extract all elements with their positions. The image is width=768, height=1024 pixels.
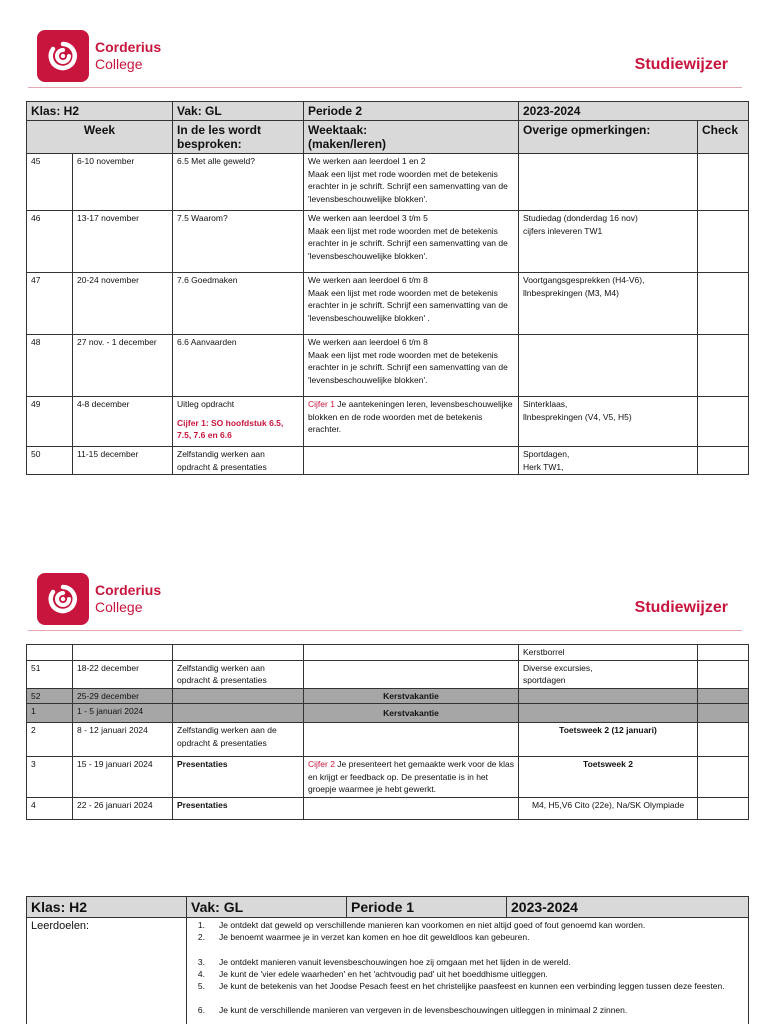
table-row (27, 273, 749, 335)
week-task (304, 447, 519, 475)
week-dates: 8 - 12 januari 2024 (73, 723, 173, 757)
check-cell[interactable] (698, 273, 749, 335)
table-row (27, 688, 749, 704)
week-number: 1 (27, 704, 73, 723)
holiday-label: Kerstvakantie (304, 704, 519, 723)
corderius-logo-icon (37, 30, 89, 82)
table-row (27, 645, 749, 661)
header-divider (28, 630, 742, 631)
week-dates: 27 nov. - 1 december (73, 335, 173, 397)
check-cell[interactable] (698, 645, 749, 661)
table-header-row (27, 102, 749, 121)
table-row (27, 757, 749, 798)
header-periode: Periode 2 (304, 102, 519, 121)
header-divider (28, 87, 742, 88)
lesson-topic: Zelfstandig werken aan de opdracht & presentaties (173, 723, 304, 757)
schedule-table-continued (26, 644, 749, 820)
page-header (0, 0, 768, 90)
lesson-topic: Presentaties (173, 797, 304, 819)
week-dates: 18-22 december (73, 660, 173, 688)
week-number: 49 (27, 397, 73, 447)
week-dates: 15 - 19 januari 2024 (73, 757, 173, 798)
week-task (304, 397, 519, 447)
list-item (179, 1004, 748, 1016)
goals-label: Leerdoelen: (27, 918, 187, 1024)
page-header (0, 543, 768, 633)
check-cell[interactable] (698, 154, 749, 211)
week-task (304, 797, 519, 819)
brand-name: Corderius (95, 39, 162, 55)
remarks: Studiedag (donderdag 16 nov) cijfers inleveren TW1 (519, 211, 698, 273)
header-periode: Periode 1 (347, 897, 507, 918)
grade-label: Cijfer 1 (308, 399, 335, 409)
page-2 (0, 543, 768, 810)
check-cell[interactable] (698, 447, 749, 475)
check-cell[interactable] (698, 723, 749, 757)
list-item (179, 919, 748, 931)
goal-number: 4. (197, 968, 205, 979)
remarks: Sportdagen, Herk TW1, (519, 447, 698, 475)
col-check: Check (698, 121, 749, 154)
goals-row (27, 918, 749, 1024)
week-task (304, 757, 519, 798)
goal-number: 2. (197, 932, 205, 943)
column-header-row (27, 121, 749, 154)
brand-logo (37, 30, 161, 82)
remarks: Toetsweek 2 (12 januari) (519, 723, 698, 757)
week-dates: 25-29 december (73, 688, 173, 704)
check-cell[interactable] (698, 757, 749, 798)
table-row (27, 335, 749, 397)
remarks: M4, H5,V6 Cito (22e), Na/SK Olympiade (519, 797, 698, 819)
week-dates: 4-8 december (73, 397, 173, 447)
week-number: 50 (27, 447, 73, 475)
remarks: Diverse excursies, sportdagen (519, 660, 698, 688)
goal-text: Je ontdekt dat geweld op verschillende manieren kan voorkomen en niet altijd goed of fout genoemd kan worden. (219, 920, 646, 930)
lesson-topic (173, 397, 304, 447)
check-cell[interactable] (698, 397, 749, 447)
week-task (304, 723, 519, 757)
goal-text: Je kunt de verschillende manieren van vergeven in de levensbeschouwingen uitleggen in minimaal 2 zinnen. (219, 1005, 628, 1016)
document-title: Studiewijzer (634, 599, 728, 616)
lesson-topic: 6.5 Met alle geweld? (173, 154, 304, 211)
list-item (179, 931, 748, 943)
corderius-logo-icon (37, 573, 89, 625)
table-row (27, 797, 749, 819)
table-row (27, 397, 749, 447)
check-cell[interactable] (698, 335, 749, 397)
week-task (304, 660, 519, 688)
lesson-topic: Presentaties (173, 757, 304, 798)
week-task: We werken aan leerdoel 6 t/m 8 Maak een lijst met rode woorden met de betekenis erachter in je schrift. Schrijf een samenvatting van de 'levensbeschouwelijke blokken'. (304, 335, 519, 397)
remarks (519, 335, 698, 397)
week-dates: 20-24 november (73, 273, 173, 335)
goal-number: 5. (197, 981, 205, 992)
col-week: Week (27, 121, 173, 154)
header-jaar: 2023-2024 (507, 897, 749, 918)
lesson-topic: Zelfstandig werken aan opdracht & presentaties (173, 447, 304, 475)
goal-text: Je ontdekt manieren vanuit levensbeschouwingen hoe zij omgaan met het lijden in de wereld. (219, 956, 571, 967)
goal-number: 6. (197, 1005, 205, 1016)
lesson-topic: 7.5 Waarom? (173, 211, 304, 273)
week-dates: 1 - 5 januari 2024 (73, 704, 173, 723)
schedule-table-period-2 (26, 101, 749, 475)
week-dates: 22 - 26 januari 2024 (73, 797, 173, 819)
week-number: 46 (27, 211, 73, 273)
holiday-label: Kerstvakantie (304, 688, 519, 704)
brand-name: Corderius (95, 582, 162, 598)
week-number: 52 (27, 688, 73, 704)
table-row (27, 211, 749, 273)
goals-list (187, 918, 749, 1024)
week-task: We werken aan leerdoel 1 en 2 Maak een lijst met rode woorden met de betekenis erachter in je schrift. Schrijf een samenvatting van de 'levensbeschouwelijke blokken'. (304, 154, 519, 211)
table-row (27, 704, 749, 723)
header-klas: Klas: H2 (27, 897, 187, 918)
lesson-topic-text: Uitleg opdracht (177, 399, 235, 409)
page-1 (0, 0, 768, 472)
remarks (519, 154, 698, 211)
lesson-topic: Zelfstandig werken aan opdracht & presentaties (173, 660, 304, 688)
week-number: 48 (27, 335, 73, 397)
brand-sub: College (95, 56, 143, 72)
col-weektaak: Weektaak: (maken/leren) (304, 121, 519, 154)
remarks: Sinterklaas, llnbesprekingen (V4, V5, H5) (519, 397, 698, 447)
lesson-topic: 7.6 Goedmaken (173, 273, 304, 335)
week-dates: 13-17 november (73, 211, 173, 273)
week-number: 2 (27, 723, 73, 757)
week-number: 51 (27, 660, 73, 688)
brand-logo (37, 573, 161, 625)
header-vak: Vak: GL (173, 102, 304, 121)
check-cell[interactable] (698, 660, 749, 688)
list-item (179, 968, 748, 980)
goal-number: 1. (197, 920, 205, 930)
week-task: We werken aan leerdoel 6 t/m 8 Maak een lijst met rode woorden met de betekenis erachter in je schrift. Schrijf een samenvatting van de 'levensbeschouwelijke blokken' . (304, 273, 519, 335)
table-row (27, 660, 749, 688)
document-title: Studiewijzer (634, 56, 728, 73)
remarks: Toetsweek 2 (519, 757, 698, 798)
goal-text: Je benoemt waarmee je in verzet kan komen en hoe dit geweldloos kan gebeuren. (219, 932, 530, 943)
grade-label: Cijfer 2 (308, 759, 335, 769)
check-cell[interactable] (698, 211, 749, 273)
week-task: We werken aan leerdoel 3 t/m 5 Maak een lijst met rode woorden met de betekenis erachter in je schrift. Schrijf een samenvatting van de 'levensbeschouwelijke blokken'. (304, 211, 519, 273)
remarks: Voortgangsgesprekken (H4-V6), llnbesprekingen (M3, M4) (519, 273, 698, 335)
header-jaar: 2023-2024 (519, 102, 749, 121)
learning-goals-table (26, 896, 749, 1024)
col-les: In de les wordt besproken: (173, 121, 304, 154)
brand-sub: College (95, 599, 143, 615)
week-dates: 11-15 december (73, 447, 173, 475)
header-vak: Vak: GL (187, 897, 347, 918)
grade-note: Cijfer 1: SO hoofdstuk 6.5, 7.5, 7.6 en 6.6 (177, 417, 284, 440)
lesson-topic: 6.6 Aanvaarden (173, 335, 304, 397)
col-opmerkingen: Overige opmerkingen: (519, 121, 698, 154)
week-number: 3 (27, 757, 73, 798)
goal-text: Je kunt de 'vier edele waarheden' en het 'achtvoudig pad' uit het boeddhisme uitleggen. (219, 968, 548, 979)
week-task-text: Je aantekeningen leren, levensbeschouwelijke blokken en de rode woorden met de betekenis erachter. (308, 399, 513, 434)
week-dates: 6-10 november (73, 154, 173, 211)
table-row (27, 154, 749, 211)
goal-number: 3. (197, 956, 205, 967)
week-number: 47 (27, 273, 73, 335)
check-cell[interactable] (698, 797, 749, 819)
list-item (179, 956, 748, 968)
list-item (179, 980, 748, 992)
table-header-row (27, 897, 749, 918)
week-number: 4 (27, 797, 73, 819)
header-klas: Klas: H2 (27, 102, 173, 121)
table-row (27, 723, 749, 757)
week-task-text: Je presenteert het gemaakte werk voor de klas en krijgt er feedback op. De presentatie is in het groepje waarmee je hebt gewerkt. (308, 759, 515, 794)
week-number: 45 (27, 154, 73, 211)
table-row (27, 447, 749, 475)
goal-text: Je kunt de betekenis van het Joodse Pesach feest en het christelijke paasfeest en kunnen een verbinding leggen tussen deze feesten. (219, 981, 725, 992)
remarks: Kerstborrel (519, 645, 698, 661)
